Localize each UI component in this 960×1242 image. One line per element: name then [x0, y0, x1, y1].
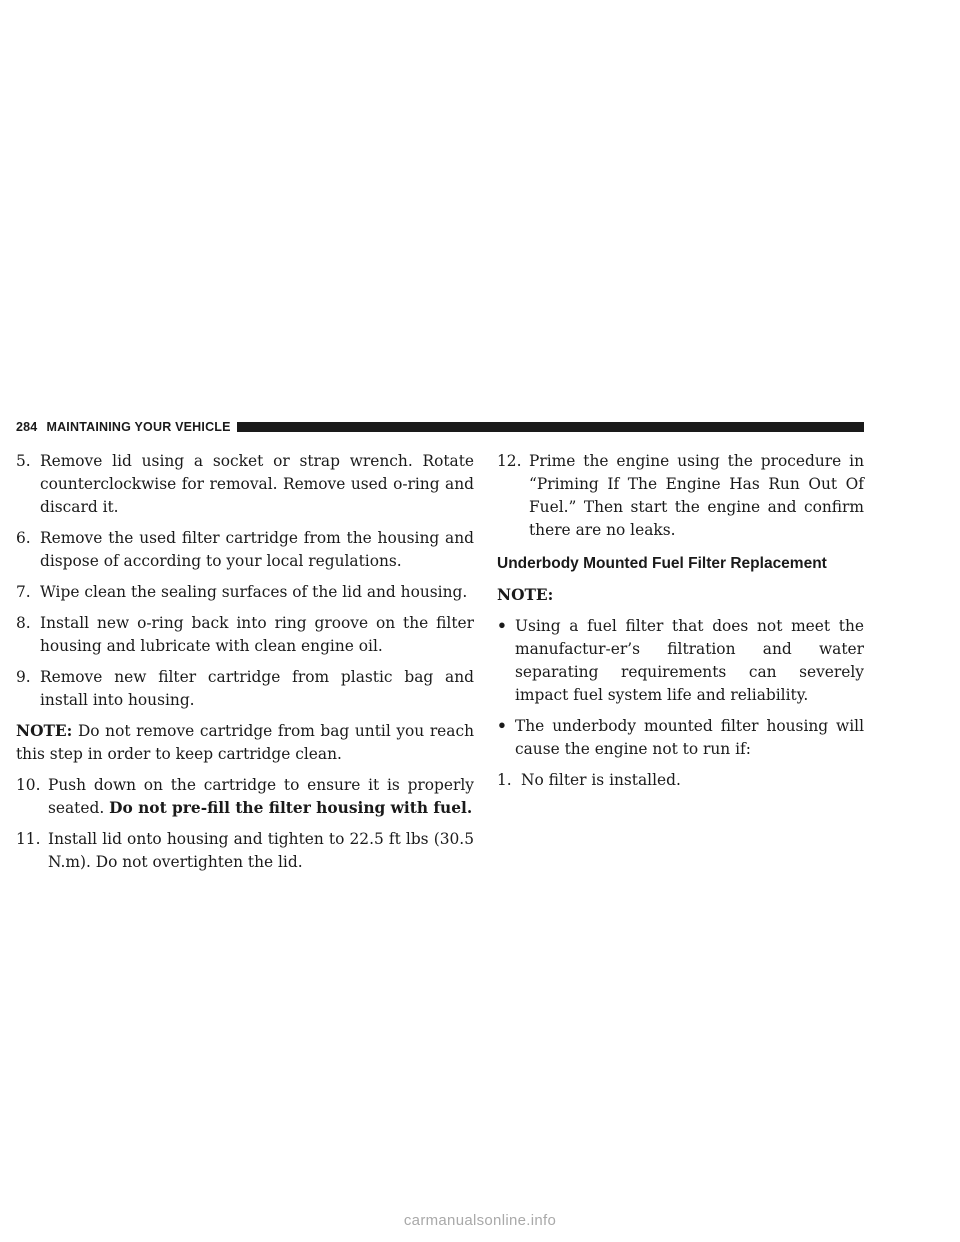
step-10: [16, 774, 474, 820]
left-column: [16, 450, 474, 882]
step-body: [48, 774, 474, 820]
step-text: No filter is installed.: [521, 771, 681, 789]
step-11: [16, 828, 474, 874]
step-number: 1.: [497, 771, 512, 789]
step-text: Remove new filter cartridge from plastic bag and install into housing.: [40, 668, 474, 709]
header-rule: [237, 422, 864, 432]
step-9: [16, 666, 474, 712]
step-text: Prime the engine using the procedure in “Priming If The Engine Has Run Out Of Fuel.” Then start the engine and confirm there are no leaks.: [529, 452, 864, 539]
step-8: [16, 612, 474, 658]
step-text: Push down on the cartridge to ensure it is properly seated.: [48, 776, 474, 817]
step-number: 12.: [497, 452, 522, 470]
bullet-item: [497, 615, 864, 707]
step-number: 7.: [16, 583, 31, 601]
step-text: Install new o-ring back into ring groove on the filter housing and lubricate with clean engine oil.: [40, 614, 474, 655]
step-number: 9.: [16, 668, 31, 686]
step-warning: Do not pre-fill the filter housing with fuel.: [109, 799, 473, 817]
bullet-item: [497, 715, 864, 761]
step-number: 6.: [16, 529, 31, 547]
section-heading: Underbody Mounted Fuel Filter Replacement: [497, 555, 827, 572]
step-7: [16, 581, 474, 604]
page-header: [16, 419, 864, 435]
right-column: [497, 450, 864, 800]
step-text: Install lid onto housing and tighten to 22.5 ft lbs (30.5 N.m). Do not overtighten the lid.: [48, 830, 474, 871]
note-label: NOTE:: [497, 586, 554, 604]
bullet-text: Using a fuel filter that does not meet the manufactur-er’s filtration and water separating requirements can severely impact fuel system life and reliability.: [515, 617, 864, 704]
step-number: 5.: [16, 452, 31, 470]
step-12: [497, 450, 864, 542]
step-text: Wipe clean the sealing surfaces of the lid and housing.: [40, 583, 468, 601]
bullet-text: The underbody mounted filter housing will cause the engine not to run if:: [515, 717, 864, 758]
step-1: [497, 769, 864, 792]
watermark: carmanualsonline.info: [403, 1212, 557, 1229]
note-label: NOTE:: [16, 722, 73, 740]
bullet-icon: •: [497, 617, 507, 635]
note-paragraph: [16, 720, 474, 766]
step-text: Remove the used filter cartridge from the housing and dispose of according to your local regulations.: [40, 529, 474, 570]
step-5: [16, 450, 474, 519]
bullet-icon: •: [497, 717, 507, 735]
note-text: Do not remove cartridge from bag until you reach this step in order to keep cartridge clean.: [16, 722, 474, 763]
section-title: MAINTAINING YOUR VEHICLE: [46, 420, 231, 434]
step-number: 11.: [16, 830, 41, 848]
page-number: 284: [16, 420, 38, 434]
step-text: Remove lid using a socket or strap wrench. Rotate counterclockwise for removal. Remove used o-ring and discard it.: [40, 452, 474, 516]
step-6: [16, 527, 474, 573]
step-number: 8.: [16, 614, 31, 632]
step-number: 10.: [16, 776, 41, 794]
